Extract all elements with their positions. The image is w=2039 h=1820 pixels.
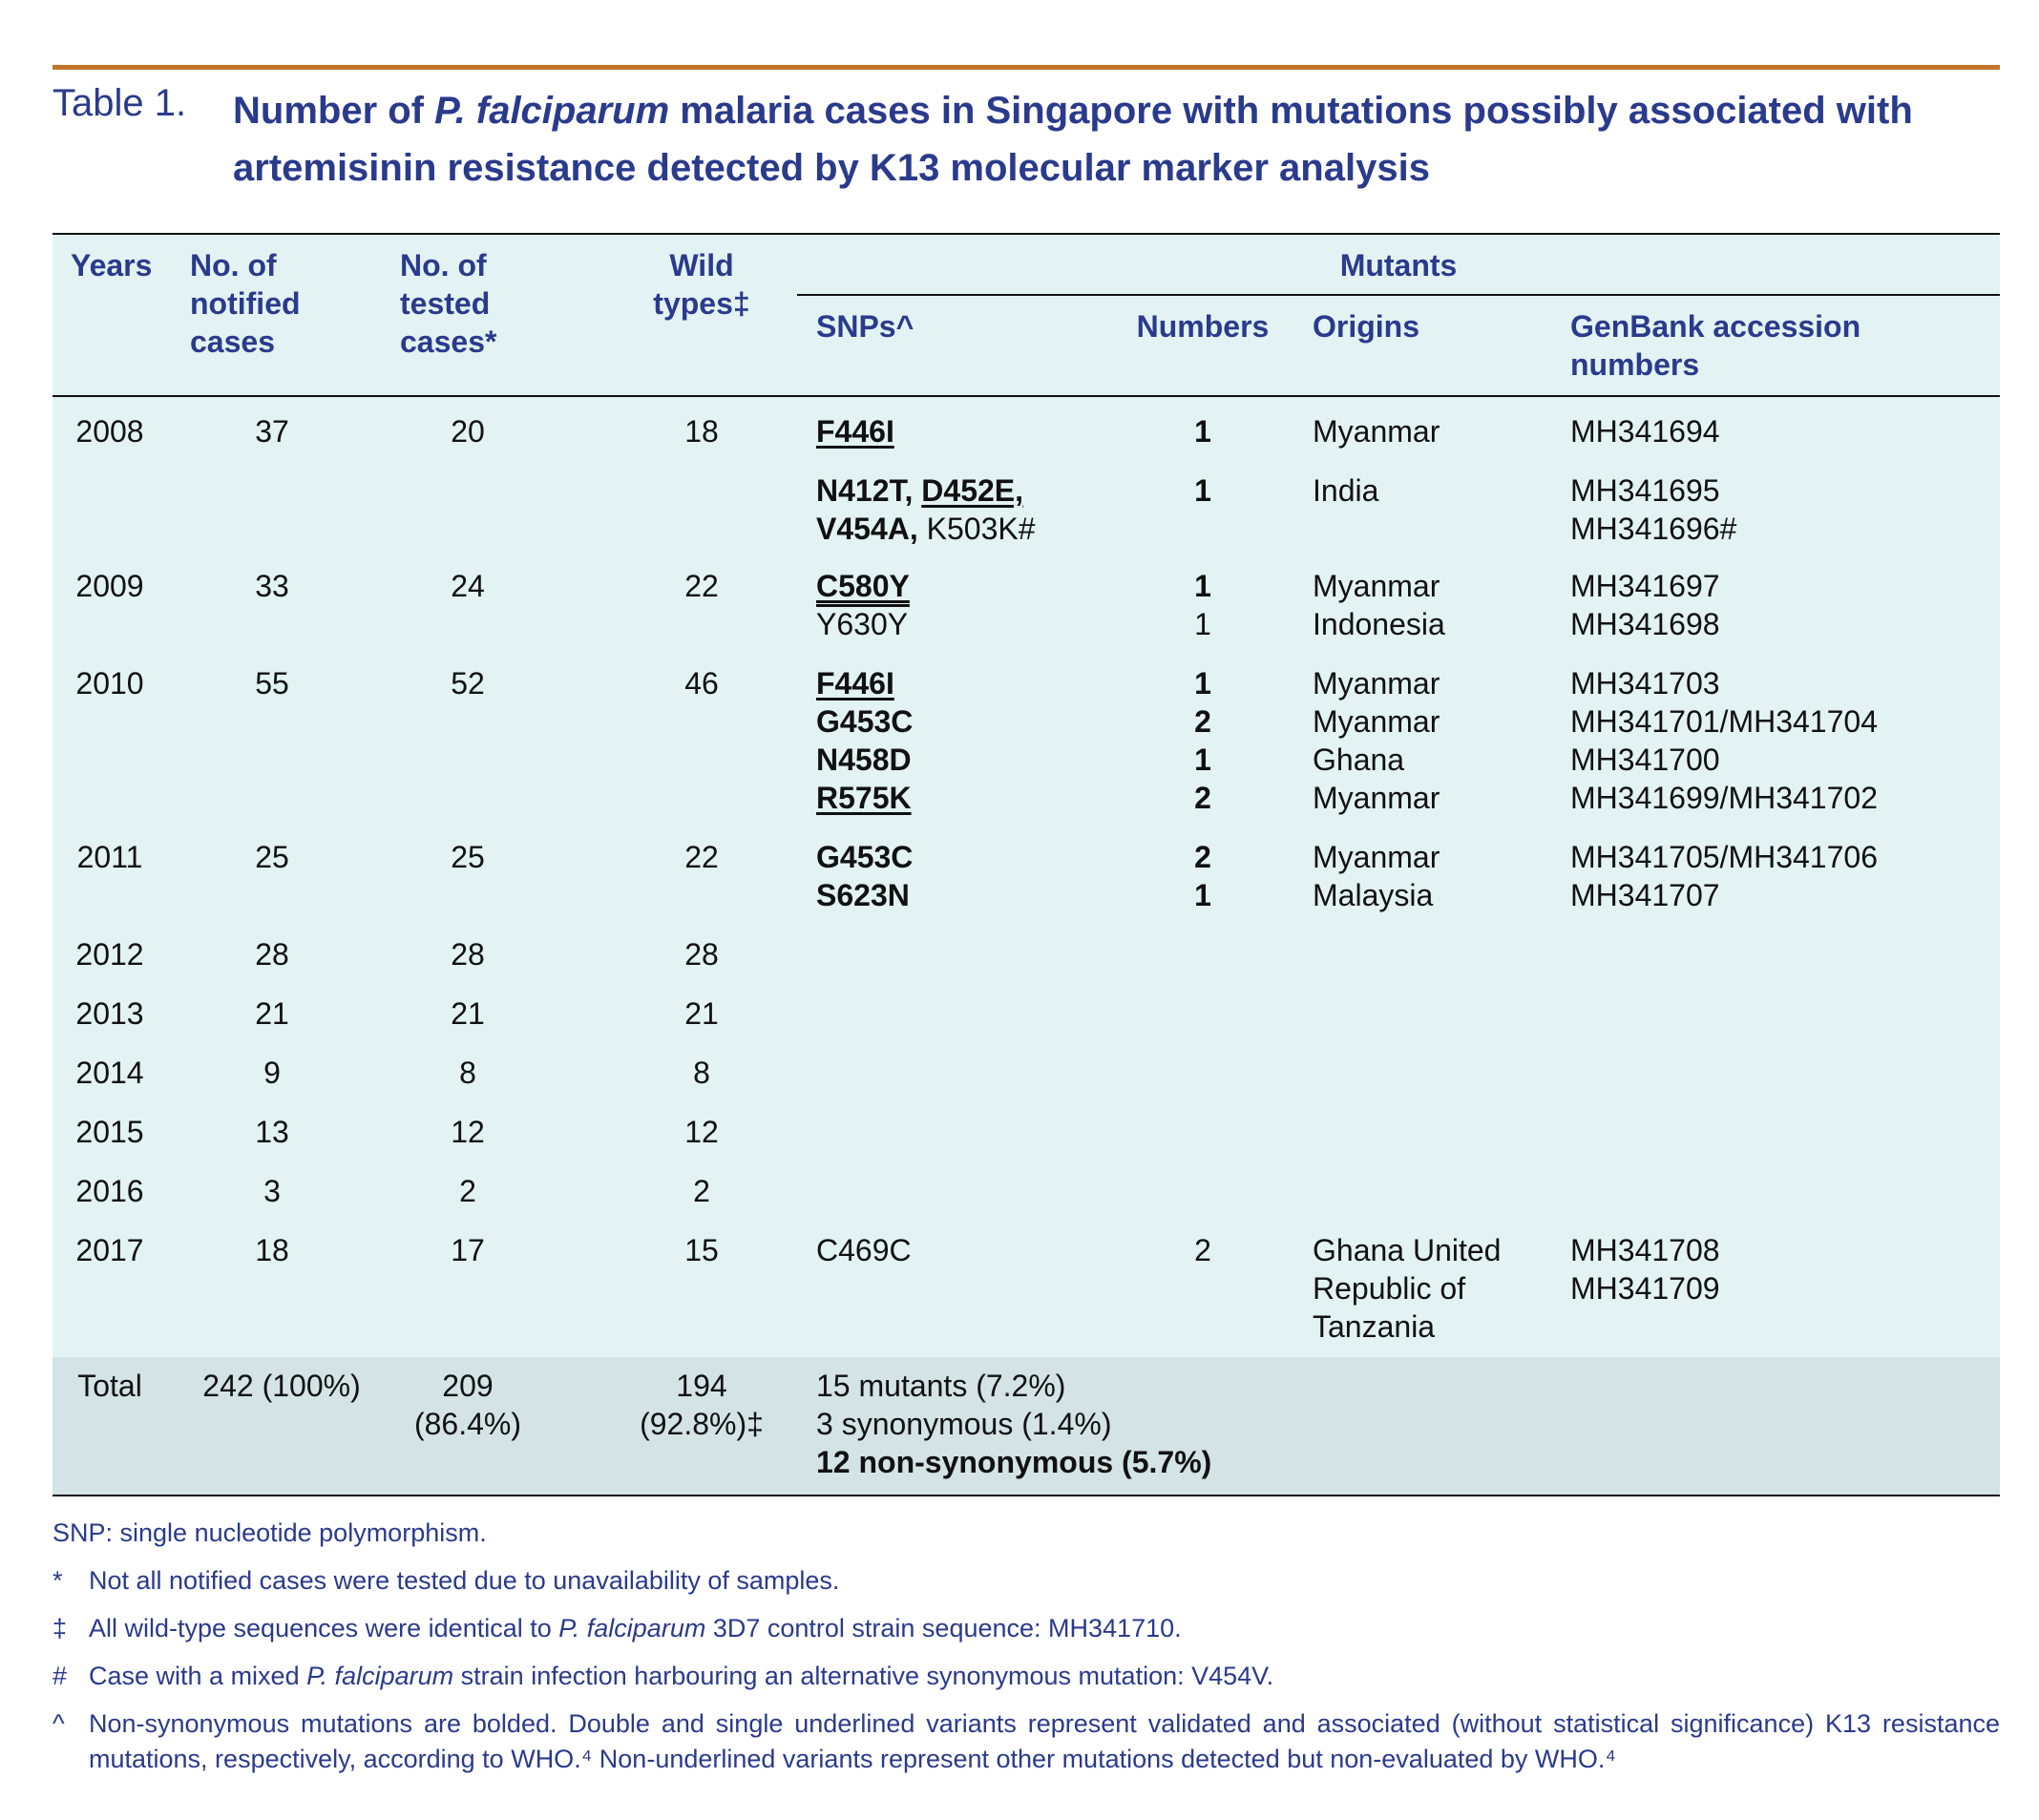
cell-wild: 28 <box>684 937 719 972</box>
cell-number: 1 <box>1194 473 1211 508</box>
cases-table <box>53 233 2000 1496</box>
header-row-1 <box>53 234 2000 295</box>
cell-year: 2011 <box>76 840 143 874</box>
total-row <box>53 1357 2000 1496</box>
cell-year: 2016 <box>75 1174 144 1208</box>
header-tested: No. of tested cases* <box>377 234 558 396</box>
header-genbank: GenBank accession numbers <box>1570 309 1861 382</box>
cell-year: 2009 <box>75 569 144 603</box>
cell-wild: 22 <box>684 840 719 874</box>
cell-notified: 55 <box>255 666 289 701</box>
table-row <box>53 1151 2000 1210</box>
cell-wild: 21 <box>684 996 719 1031</box>
cell-genbank: MH341694 <box>1570 414 1720 449</box>
cell-tested: 21 <box>451 996 485 1031</box>
cell-wild: 2 <box>693 1174 710 1208</box>
table-row <box>53 1092 2000 1151</box>
cell-year: 2015 <box>75 1115 144 1149</box>
cell-genbank: MH341705/MH341706 MH341707 <box>1570 840 1878 912</box>
table-row <box>53 450 2000 548</box>
table-row <box>53 643 2000 817</box>
cell-wild: 46 <box>684 666 719 701</box>
cell-number: 1 1 <box>1194 569 1211 641</box>
cell-tested: 24 <box>451 569 485 603</box>
cell-number: 2 1 <box>1194 840 1211 912</box>
cell-year: 2014 <box>75 1056 144 1090</box>
cell-year: 2008 <box>75 414 144 449</box>
cell-notified: 13 <box>255 1115 289 1149</box>
cell-tested: 52 <box>451 666 485 701</box>
total-wild: 194 (92.8%)‡ <box>640 1369 764 1441</box>
cell-tested: 12 <box>451 1115 485 1149</box>
total-notified: 242 (100%) <box>202 1369 361 1403</box>
total-tested: 209 (86.4%) <box>413 1369 522 1441</box>
cell-origin: Myanmar Myanmar Ghana Myanmar <box>1313 666 1440 815</box>
cell-wild: 8 <box>693 1056 710 1090</box>
cell-number: 1 <box>1194 414 1211 449</box>
cell-origin: Myanmar <box>1313 414 1440 449</box>
table-row <box>53 1210 2000 1357</box>
cell-snp: F446I <box>816 414 894 449</box>
table-row <box>53 973 2000 1033</box>
cell-origin: Myanmar Malaysia <box>1313 840 1440 912</box>
footnote-hash: # Case with a mixed P. falciparum strain infection harbouring an alternative synonymous mutation: V454V. <box>53 1662 1274 1690</box>
cell-year: 2013 <box>75 996 144 1031</box>
table-label: Table 1. <box>53 82 187 124</box>
top-rule <box>53 65 2000 70</box>
table-title: Number of P. falciparum malaria cases in Singapore with mutations possibly associated with artemisinin resistance detected by K13 molecular marker analysis <box>233 90 1913 189</box>
header-mutants: Mutants <box>797 234 2000 295</box>
cell-year: 2010 <box>75 666 144 701</box>
cell-wild: 22 <box>684 569 719 603</box>
header-years: Years <box>53 234 167 396</box>
cell-wild: 12 <box>684 1115 719 1149</box>
total-mutants: 15 mutants (7.2%) 3 synonymous (1.4%) 12 non-synonymous (5.7%) <box>816 1369 1212 1479</box>
header-origins: Origins <box>1313 309 1420 344</box>
cell-tested: 2 <box>459 1174 476 1208</box>
cell-tested: 28 <box>451 937 485 972</box>
cell-notified: 28 <box>255 937 289 972</box>
cell-number: 1 2 1 2 <box>1194 666 1211 815</box>
cell-year: 2012 <box>75 937 144 972</box>
cell-year: 2017 <box>75 1233 144 1267</box>
cell-snp: C580Y Y630Y <box>816 569 910 641</box>
cell-notified: 18 <box>255 1233 289 1267</box>
cell-origin: India <box>1313 473 1379 508</box>
cell-notified: 33 <box>255 569 289 603</box>
cell-snp: F446I G453C N458D R575K <box>816 666 914 815</box>
cell-notified: 9 <box>263 1056 281 1090</box>
cell-genbank: MH341697 MH341698 <box>1570 569 1720 641</box>
table-row <box>53 914 2000 973</box>
header-wild-types: Wild types‡ <box>558 234 797 396</box>
cell-snp: G453C S623N <box>816 840 914 912</box>
cell-notified: 21 <box>255 996 289 1031</box>
cell-notified: 25 <box>255 840 289 874</box>
cell-origin: Ghana United Republic of Tanzania <box>1313 1233 1502 1344</box>
cell-tested: 25 <box>451 840 485 874</box>
cell-genbank: MH341708 MH341709 <box>1570 1233 1720 1306</box>
footnote-caret: ^ Non-synonymous mutations are bolded. Double and single underlined variants represent validated and associated (without statistical significance) K13 resistance mutations, respectively, according to WHO.⁴ Non-underlined variants represent other mutations detected but non-evaluated by WHO.⁴ <box>53 1709 2000 1773</box>
header-snps: SNPs^ <box>816 309 914 344</box>
header-notified: No. of notified cases <box>167 234 377 396</box>
table-row <box>53 548 2000 643</box>
cell-origin: Myanmar Indonesia <box>1313 569 1445 641</box>
table-row <box>53 1033 2000 1092</box>
footnote-dagger: ‡ All wild-type sequences were identical to P. falciparum 3D7 control strain sequence: MH341710. <box>53 1614 1182 1642</box>
cell-tested: 17 <box>451 1233 485 1267</box>
cell-tested: 20 <box>451 414 485 449</box>
cell-notified: 37 <box>255 414 289 449</box>
cell-snp: N412T, D452E, V454A, K503K# <box>816 473 1036 546</box>
footnote-snp: SNP: single nucleotide polymorphism. <box>53 1518 487 1547</box>
cell-genbank: MH341703 MH341701/MH341704 MH341700 MH341699/MH341702 <box>1570 666 1878 815</box>
cell-wild: 18 <box>684 414 719 449</box>
header-numbers: Numbers <box>1136 309 1270 344</box>
cell-genbank: MH341695 MH341696# <box>1570 473 1737 546</box>
footnote-star: * Not all notified cases were tested due to unavailability of samples. <box>53 1566 840 1595</box>
cell-wild: 15 <box>684 1233 719 1267</box>
table-row <box>53 396 2000 450</box>
total-label: Total <box>77 1369 142 1403</box>
cell-notified: 3 <box>263 1174 281 1208</box>
table-row <box>53 817 2000 914</box>
cell-snp: C469C <box>816 1233 912 1267</box>
cell-tested: 8 <box>459 1056 476 1090</box>
cell-number: 2 <box>1194 1233 1211 1267</box>
